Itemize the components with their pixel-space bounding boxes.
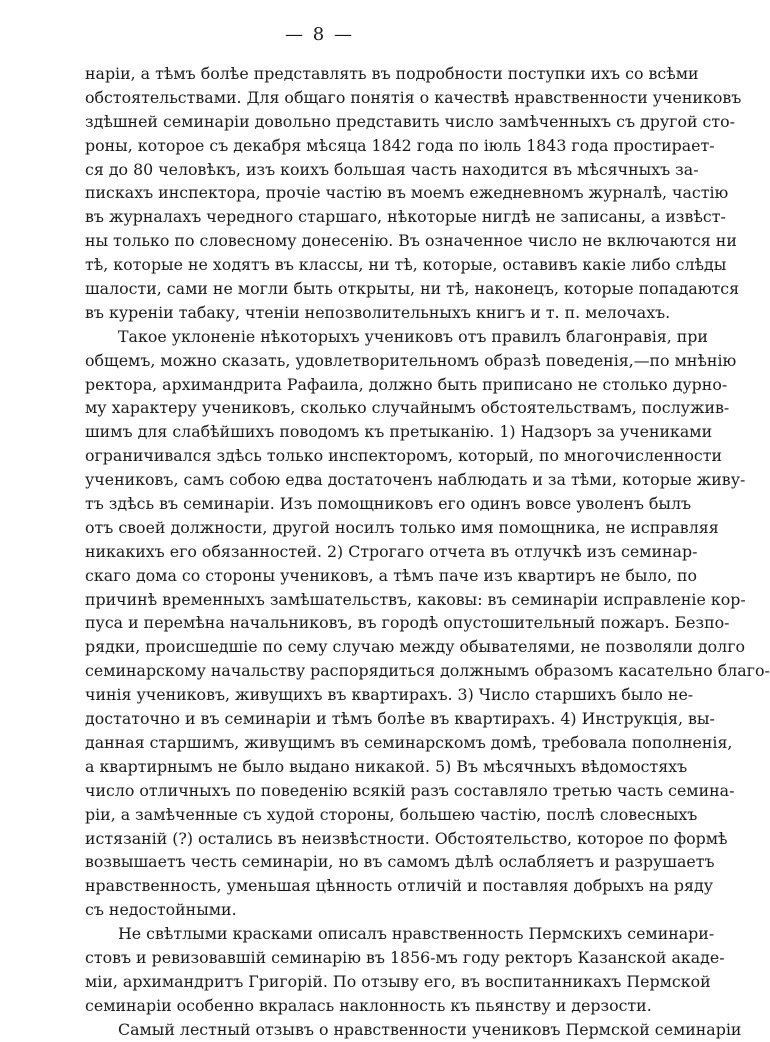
text-line: тъ здѣсь въ семинаріи. Изъ помощниковъ его одинъ вовсе уволенъ былъ <box>85 494 692 514</box>
text-line: чинія учениковъ, живущихъ въ квартирахъ. 3) Число старшихъ было не- <box>85 685 694 705</box>
text-line: пискахъ инспектора, прочіе частію въ моемъ ежедневномъ журналѣ, частію <box>85 183 729 203</box>
text-line: ся до 80 человѣкъ, изъ коихъ большая часть находится въ мѣсячныхъ за- <box>85 159 699 179</box>
text-line: шимъ для слабѣйшихъ поводомъ къ претыканію. 1) Надзоръ за учениками <box>85 422 713 442</box>
text-line: никакихъ его обязанностей. 2) Строгаго отчета въ отлучкѣ изъ семинар- <box>85 541 698 561</box>
text-line: отъ своей должности, другой носилъ только имя помощника, не исправляя <box>85 517 719 537</box>
text-line: число отличныхъ по поведенію всякій разъ составляло третью часть семина- <box>85 780 735 800</box>
text-line: семинаріи особенно вкралась наклонность къ пьянству и дерзости. <box>85 995 652 1015</box>
text-line: съ недостойными. <box>85 900 237 920</box>
text-line: истязаній (?) остались въ неизвѣстности. Обстоятельство, которое по формѣ <box>85 828 728 848</box>
text-line: тѣ, которые не ходятъ въ классы, ни тѣ, которые, оставивъ какіе либо слѣды <box>85 255 727 275</box>
text-line: нравственность, уменьшая цѣнность отличій и поставляя добрыхъ на ряду <box>85 876 714 896</box>
text-line: міи, архимандритъ Григорій. По отзыву его, въ воспитанникахъ Пермской <box>85 971 711 991</box>
text-line: данная старшимъ, живущимъ въ семинарскомъ домѣ, требовала пополненія, <box>85 732 733 752</box>
text-line: рядки, происшедшіе по сему случаю между обывателями, не позволяли долго <box>85 637 745 657</box>
text-line: въ куреніи табаку, чтеніи непозволительныхъ книгъ и т. п. мелочахъ. <box>85 302 671 322</box>
text-line: достаточно и въ семинаріи и тѣмъ болѣе въ квартирахъ. 4) Инструкція, вы- <box>85 709 715 729</box>
text-line: семинарскому начальству распорядиться должнымъ образомъ касательно благо- <box>85 661 770 681</box>
text-line: пуса и перемѣна начальниковъ, въ городѣ опустошительный пожаръ. Безпо- <box>85 613 730 633</box>
text-line: причинѣ временныхъ замѣшательствъ, каковы: въ семинаріи исправленіе кор- <box>85 589 746 609</box>
page-number: — 8 — <box>285 24 354 45</box>
text-line: въ журналахъ чередного старшаго, нѣкоторые нигдѣ не записаны, а извѣст- <box>85 207 726 227</box>
text-line: стовъ и ревизовавшій семинарію въ 1856-мъ году ректоръ Казанской акаде- <box>85 947 725 967</box>
text-line: ріи, а замѣченные съ худой стороны, большею частію, послѣ словесныхъ <box>85 804 698 824</box>
text-line: ректора, архимандрита Рафаила, должно быть приписано не столько дурно- <box>85 374 728 394</box>
text-line: Самый лестный отзывъ о нравственности учениковъ Пермской семинаріи <box>118 1019 742 1039</box>
text-line: наріи, а тѣмъ болѣе представлять въ подробности поступки ихъ со всѣми <box>85 64 699 83</box>
text-line: возвышаетъ честь семинаріи, но въ самомъ дѣлѣ ослабляетъ и разрушаетъ <box>85 852 715 872</box>
text-line: роны, которое съ декабря мѣсяца 1842 года по іюль 1843 года простирает- <box>85 135 715 155</box>
text-line: учениковъ, самъ собою едва достаточенъ наблюдать и за тѣми, которые живу- <box>85 470 746 490</box>
body-text <box>85 62 770 1042</box>
text-line: обстоятельствами. Для общаго понятія о качествѣ нравственности учениковъ <box>85 87 742 107</box>
text-line: а квартирнымъ не было выдано никакой. 5) Въ мѣсячныхъ вѣдомостяхъ <box>85 756 688 776</box>
text-line: Не свѣтлыми красками описалъ нравственность Пермскихъ семинари- <box>118 924 715 944</box>
text-line: здѣшней семинаріи довольно представить число замѣченныхъ съ другой сто- <box>85 111 735 131</box>
text-line: шалости, сами не могли быть открыты, ни тѣ, наконецъ, которые попадаются <box>85 279 740 299</box>
text-line: му характеру учениковъ, сколько случайнымъ обстоятельствамъ, послужив- <box>85 398 730 418</box>
text-line: ограничивался здѣсь только инспекторомъ, который, по многочисленности <box>85 446 723 466</box>
text-line: ны только по словесному донесенію. Въ означенное число не включаются ни <box>85 231 737 251</box>
text-line: скаго дома со стороны учениковъ, а тѣмъ паче изъ квартиръ не было, по <box>85 565 698 585</box>
text-line: Такое уклоненіе нѣкоторыхъ учениковъ отъ правилъ благонравія, при <box>118 326 708 346</box>
text-line: общемъ, можно сказать, удовлетворительномъ образѣ поведенія,—по мнѣнію <box>85 350 737 370</box>
